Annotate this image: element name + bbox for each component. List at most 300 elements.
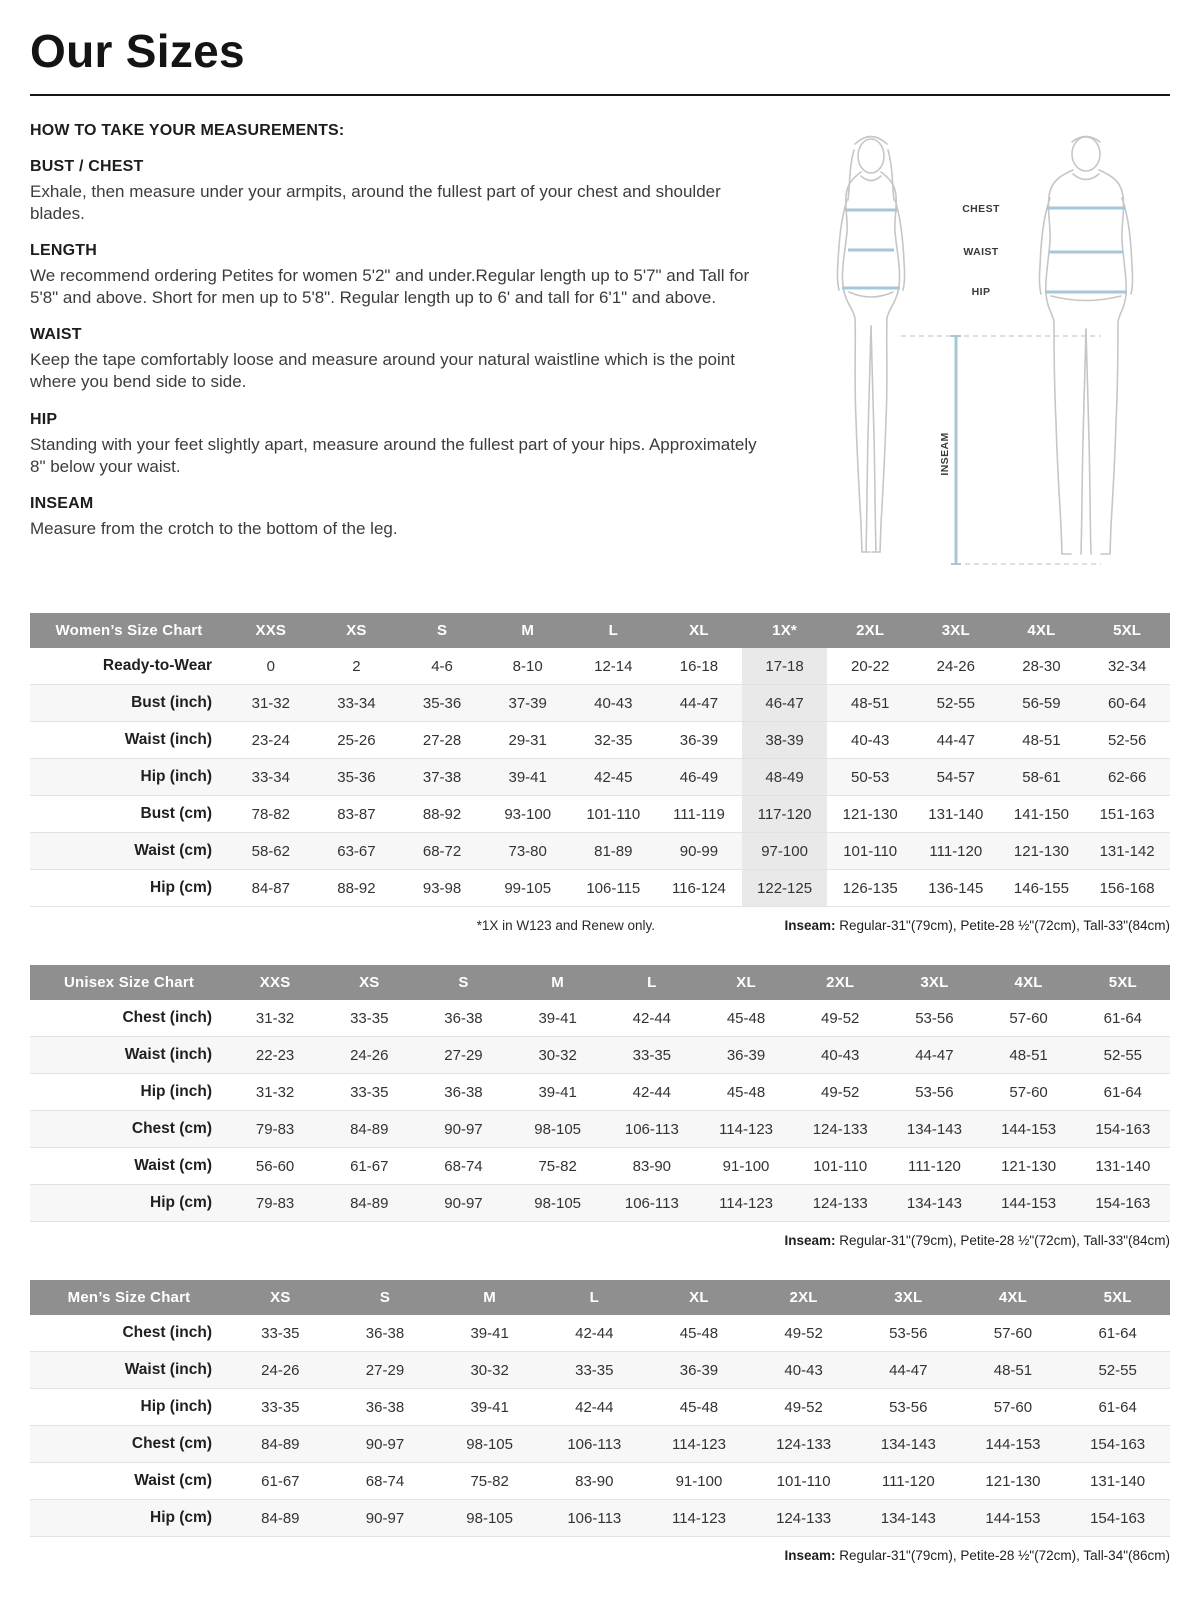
womens-size-chart — [30, 613, 1170, 935]
table-row — [30, 796, 1170, 833]
row-label: Bust (inch) — [131, 694, 212, 711]
size-cell: 131-140 — [1095, 1157, 1151, 1175]
size-cell: 144-153 — [985, 1435, 1041, 1453]
table-row — [30, 1426, 1170, 1463]
size-cell: 50-53 — [851, 768, 890, 786]
size-cell: 49-52 — [821, 1083, 860, 1101]
size-cell: 63-67 — [337, 842, 376, 860]
size-cell: 79-83 — [255, 1120, 295, 1138]
row-label: Hip (inch) — [140, 1398, 212, 1415]
column-header: L — [571, 613, 657, 648]
size-cell: 40-43 — [821, 1046, 860, 1064]
section-length — [30, 242, 765, 309]
size-cell: 27-29 — [365, 1361, 405, 1379]
size-cell: 46-47 — [742, 685, 828, 722]
row-label: Bust (cm) — [140, 805, 212, 822]
row-label: Hip (cm) — [150, 879, 212, 896]
column-header: XL — [647, 1280, 752, 1315]
size-cell: 61-64 — [1098, 1324, 1137, 1342]
table-row — [30, 648, 1170, 685]
size-cell: 28-30 — [1022, 657, 1061, 675]
size-cell: 84-89 — [350, 1194, 389, 1212]
mens-size-chart — [30, 1280, 1170, 1565]
column-header: XXS — [228, 965, 322, 1000]
size-cell: 37-38 — [422, 768, 462, 786]
size-cell: 40-43 — [784, 1361, 823, 1379]
section-title: HIP — [30, 410, 58, 428]
size-cell: 48-51 — [993, 1361, 1033, 1379]
table-row — [30, 1389, 1170, 1426]
column-header: 5XL — [1065, 1280, 1170, 1315]
size-cell: 30-32 — [470, 1361, 509, 1379]
size-cell: 111-119 — [673, 805, 725, 823]
size-cell: 31-32 — [251, 694, 290, 712]
size-cell: 154-163 — [1090, 1435, 1146, 1453]
size-cell: 121-130 — [985, 1472, 1041, 1490]
size-cell: 44-47 — [889, 1361, 928, 1379]
size-cell: 30-32 — [538, 1046, 577, 1064]
title-divider — [30, 94, 1170, 96]
size-cell: 48-51 — [1009, 1046, 1048, 1064]
size-cell: 53-56 — [889, 1324, 928, 1342]
size-cell: 52-55 — [936, 694, 975, 712]
unisex-size-chart-table — [30, 965, 1170, 1222]
size-cell: 121-130 — [1001, 1157, 1057, 1175]
column-header: S — [416, 965, 510, 1000]
section-title: BUST / CHEST — [30, 158, 144, 175]
table-row — [30, 685, 1170, 722]
size-cell: 33-34 — [337, 694, 376, 712]
size-cell: 2 — [352, 657, 361, 675]
size-cell: 33-35 — [350, 1083, 389, 1101]
measurement-diagram — [792, 122, 1170, 599]
size-cell: 61-67 — [350, 1157, 389, 1175]
size-cell: 154-163 — [1095, 1194, 1151, 1212]
size-cell: 98-105 — [466, 1435, 513, 1453]
size-cell: 84-89 — [350, 1120, 389, 1138]
size-cell: 44-47 — [679, 694, 719, 712]
size-cell: 75-82 — [470, 1472, 509, 1490]
row-label: Hip (cm) — [150, 1194, 212, 1211]
size-cell: 111-120 — [907, 1157, 961, 1175]
column-header: 2XL — [793, 965, 887, 1000]
header-row — [30, 1280, 1170, 1315]
row-label: Hip (cm) — [150, 1509, 212, 1526]
size-cell: 98-105 — [466, 1509, 513, 1527]
size-cell: 124-133 — [812, 1120, 868, 1138]
size-cell: 124-133 — [776, 1509, 832, 1527]
section-title: WAIST — [30, 326, 82, 344]
size-cell: 58-61 — [1022, 768, 1061, 786]
size-cell: 111-120 — [881, 1472, 935, 1490]
size-cell: 53-56 — [889, 1398, 928, 1416]
size-cell: 144-153 — [985, 1509, 1041, 1527]
size-cell: 97-100 — [742, 833, 828, 870]
column-header: XS — [228, 1280, 333, 1315]
size-cell: 39-41 — [470, 1398, 509, 1416]
table-row — [30, 870, 1170, 907]
size-cell: 36-39 — [679, 1361, 719, 1379]
size-cell: 156-168 — [1099, 879, 1155, 897]
size-cell: 29-31 — [508, 731, 547, 749]
size-cell: 88-92 — [337, 879, 376, 897]
size-cell: 40-43 — [594, 694, 633, 712]
size-cell: 101-110 — [813, 1157, 868, 1175]
row-label: Waist (cm) — [134, 1157, 212, 1174]
size-cell: 42-44 — [632, 1009, 672, 1027]
row-label: Hip (inch) — [140, 768, 212, 785]
table-row — [30, 1315, 1170, 1352]
size-cell: 39-41 — [538, 1083, 577, 1101]
size-cell: 39-41 — [470, 1324, 509, 1342]
header-row — [30, 613, 1170, 648]
size-cell: 33-35 — [350, 1009, 389, 1027]
size-cell: 4-6 — [431, 657, 453, 675]
column-header: S — [399, 613, 485, 648]
row-label: Chest (cm) — [131, 1435, 212, 1452]
size-cell: 146-155 — [1013, 879, 1069, 897]
column-header: 2XL — [827, 613, 913, 648]
size-cell: 83-87 — [337, 805, 376, 823]
size-cell: 154-163 — [1090, 1509, 1146, 1527]
size-cell: 101-110 — [586, 805, 641, 823]
size-cell: 114-123 — [719, 1120, 773, 1138]
size-cell: 78-82 — [251, 805, 290, 823]
size-cell: 36-39 — [679, 731, 719, 749]
size-cell: 88-92 — [422, 805, 462, 823]
section-title: INSEAM — [30, 494, 94, 512]
size-cell: 144-153 — [1001, 1194, 1057, 1212]
size-cell: 33-35 — [261, 1324, 300, 1342]
table-title: Women’s Size Chart — [30, 613, 228, 648]
column-header: L — [542, 1280, 647, 1315]
size-cell: 42-44 — [575, 1398, 614, 1416]
column-header: XS — [322, 965, 416, 1000]
size-cell: 93-100 — [504, 805, 552, 823]
size-cell: 27-29 — [444, 1046, 483, 1064]
size-cell: 57-60 — [993, 1398, 1033, 1416]
size-cell: 144-153 — [1001, 1120, 1057, 1138]
column-header: 4XL — [982, 965, 1076, 1000]
row-label: Chest (inch) — [122, 1324, 212, 1341]
size-cell: 36-38 — [365, 1398, 405, 1416]
section-body: Keep the tape comfortably loose and measure around your natural waistline which is the point where you bend side to side. — [30, 350, 735, 392]
size-cell: 45-48 — [679, 1324, 719, 1342]
size-cell: 91-100 — [722, 1157, 770, 1175]
size-cell: 37-39 — [508, 694, 547, 712]
unisex-size-chart — [30, 965, 1170, 1250]
size-cell: 90-97 — [444, 1120, 483, 1138]
size-cell: 81-89 — [594, 842, 633, 860]
size-cell: 45-48 — [726, 1009, 766, 1027]
footnote-inseam: Inseam: Regular-31"(79cm), Petite-28 ½"(72cm), Tall-33"(84cm) — [784, 918, 1170, 933]
column-header: XS — [314, 613, 400, 648]
mens-size-chart-table — [30, 1280, 1170, 1537]
size-cell: 35-36 — [337, 768, 376, 786]
row-label: Waist (inch) — [124, 1361, 212, 1378]
table-row — [30, 833, 1170, 870]
size-cell: 38-39 — [742, 722, 828, 759]
section-inseam — [30, 495, 765, 540]
size-cell: 84-89 — [261, 1509, 300, 1527]
column-header: 4XL — [999, 613, 1085, 648]
size-cell: 131-140 — [1090, 1472, 1146, 1490]
size-cell: 12-14 — [594, 657, 633, 675]
size-cell: 61-67 — [261, 1472, 300, 1490]
size-cell: 16-18 — [679, 657, 719, 675]
size-cell: 24-26 — [261, 1361, 300, 1379]
footnotes — [30, 1548, 1170, 1565]
size-cell: 136-145 — [928, 879, 984, 897]
size-cell: 48-51 — [1022, 731, 1061, 749]
size-cell: 32-35 — [594, 731, 633, 749]
measurement-guide — [30, 122, 1170, 599]
size-cell: 111-120 — [929, 842, 983, 860]
size-charts — [30, 613, 1170, 1565]
row-label: Waist (inch) — [124, 731, 212, 748]
section-waist — [30, 326, 765, 393]
size-cell: 60-64 — [1107, 694, 1147, 712]
size-cell: 49-52 — [784, 1324, 823, 1342]
size-cell: 39-41 — [508, 768, 547, 786]
inseam-label: INSEAM — [939, 432, 951, 476]
column-header: 3XL — [887, 965, 981, 1000]
measurement-instructions — [30, 122, 765, 599]
hip-label: HIP — [971, 286, 991, 298]
size-cell: 121-130 — [842, 805, 898, 823]
size-cell: 61-64 — [1103, 1009, 1143, 1027]
footnotes — [30, 918, 1170, 935]
size-cell: 22-23 — [255, 1046, 295, 1064]
table-row — [30, 1352, 1170, 1389]
table-row — [30, 1148, 1170, 1185]
waist-label: WAIST — [963, 246, 999, 258]
size-cell: 73-80 — [508, 842, 547, 860]
table-row — [30, 759, 1170, 796]
table-row — [30, 1000, 1170, 1037]
size-cell: 36-39 — [726, 1046, 766, 1064]
row-label: Hip (inch) — [140, 1083, 212, 1100]
table-row — [30, 1185, 1170, 1222]
chest-label: CHEST — [962, 203, 1000, 215]
size-cell: 106-115 — [586, 879, 641, 897]
section-body: Measure from the crotch to the bottom of the leg. — [30, 518, 398, 538]
size-cell: 83-90 — [632, 1157, 672, 1175]
size-cell: 93-98 — [422, 879, 462, 897]
column-header: 1X* — [742, 613, 828, 648]
size-cell: 49-52 — [821, 1009, 860, 1027]
size-cell: 106-113 — [624, 1194, 679, 1212]
column-header: M — [437, 1280, 542, 1315]
size-cell: 154-163 — [1095, 1120, 1151, 1138]
size-cell: 57-60 — [1009, 1083, 1048, 1101]
size-cell: 122-125 — [742, 870, 828, 907]
size-cell: 56-60 — [255, 1157, 295, 1175]
size-cell: 17-18 — [742, 648, 828, 685]
size-cell: 44-47 — [915, 1046, 954, 1064]
column-header: 5XL — [1084, 613, 1170, 648]
size-cell: 52-56 — [1107, 731, 1147, 749]
table-row — [30, 1111, 1170, 1148]
section-body: We recommend ordering Petites for women 5'2" and under.Regular length up to 5'7" and Tall for 5'8" and above. Short for men up to 5'8". Regular length up to 6' and tall for 6'1" and above. — [30, 266, 750, 308]
footnote-inseam: Inseam: Regular-31"(79cm), Petite-28 ½"(72cm), Tall-33"(84cm) — [784, 1233, 1170, 1248]
column-header: L — [605, 965, 699, 1000]
woman-figure — [837, 137, 904, 553]
size-cell: 101-110 — [776, 1472, 831, 1490]
size-cell: 24-26 — [936, 657, 975, 675]
size-cell: 48-49 — [742, 759, 828, 796]
size-cell: 58-62 — [251, 842, 290, 860]
size-cell: 84-87 — [251, 879, 290, 897]
row-label: Waist (cm) — [134, 842, 212, 859]
size-cell: 114-123 — [671, 1509, 726, 1527]
size-cell: 106-113 — [624, 1120, 679, 1138]
size-cell: 57-60 — [993, 1324, 1033, 1342]
page-title: Our Sizes — [30, 25, 245, 77]
size-cell: 126-135 — [842, 879, 898, 897]
size-cell: 20-22 — [851, 657, 890, 675]
size-cell: 131-142 — [1099, 842, 1155, 860]
column-header: M — [485, 613, 571, 648]
row-label: Chest (cm) — [131, 1120, 212, 1137]
size-cell: 68-74 — [365, 1472, 405, 1490]
table-row — [30, 722, 1170, 759]
column-header: 5XL — [1076, 965, 1170, 1000]
row-label: Waist (inch) — [124, 1046, 212, 1063]
size-cell: 106-113 — [567, 1435, 622, 1453]
size-cell: 25-26 — [337, 731, 376, 749]
size-cell: 35-36 — [422, 694, 462, 712]
size-cell: 57-60 — [1009, 1009, 1048, 1027]
body-figures-illustration — [792, 124, 1170, 594]
section-title: LENGTH — [30, 242, 97, 260]
size-cell: 53-56 — [915, 1009, 954, 1027]
size-cell: 36-38 — [444, 1083, 483, 1101]
size-cell: 45-48 — [726, 1083, 766, 1101]
size-cell: 62-66 — [1107, 768, 1147, 786]
size-cell: 134-143 — [880, 1435, 936, 1453]
column-header: XXS — [228, 613, 314, 648]
section-bust-chest — [30, 158, 765, 225]
column-header: XL — [699, 965, 793, 1000]
section-body: Standing with your feet slightly apart, measure around the fullest part of your hips. Approximately 8" below your waist. — [30, 434, 757, 476]
size-cell: 141-150 — [1013, 805, 1069, 823]
size-cell: 151-163 — [1099, 805, 1155, 823]
size-cell: 32-34 — [1107, 657, 1147, 675]
size-cell: 124-133 — [776, 1435, 832, 1453]
row-label: Waist (cm) — [134, 1472, 212, 1489]
size-cell: 68-74 — [444, 1157, 483, 1175]
size-cell: 49-52 — [784, 1398, 823, 1416]
size-cell: 52-55 — [1103, 1046, 1143, 1064]
section-body: Exhale, then measure under your armpits, around the fullest part of your chest and shoulder blades. — [30, 182, 721, 224]
size-cell: 99-105 — [504, 879, 552, 897]
size-cell: 117-120 — [742, 796, 828, 833]
size-cell: 68-72 — [422, 842, 462, 860]
size-cell: 116-124 — [671, 879, 726, 897]
size-cell: 31-32 — [255, 1009, 295, 1027]
size-cell: 33-35 — [632, 1046, 672, 1064]
size-cell: 134-143 — [906, 1194, 962, 1212]
size-cell: 0 — [266, 657, 275, 675]
column-header: 3XL — [856, 1280, 961, 1315]
size-cell: 33-34 — [251, 768, 290, 786]
size-cell: 36-38 — [365, 1324, 405, 1342]
size-cell: 114-123 — [671, 1435, 726, 1453]
row-label: Chest (inch) — [122, 1009, 212, 1026]
size-cell: 91-100 — [675, 1472, 723, 1490]
section-hip — [30, 411, 765, 478]
table-row — [30, 1463, 1170, 1500]
size-cell: 131-140 — [928, 805, 984, 823]
size-cell: 45-48 — [679, 1398, 719, 1416]
size-cell: 121-130 — [1013, 842, 1069, 860]
footnote-inseam: Inseam: Regular-31"(79cm), Petite-28 ½"(72cm), Tall-34"(86cm) — [784, 1548, 1170, 1563]
table-title: Men’s Size Chart — [30, 1280, 228, 1315]
size-cell: 44-47 — [936, 731, 975, 749]
footnotes — [30, 1233, 1170, 1250]
table-row — [30, 1074, 1170, 1111]
size-cell: 134-143 — [880, 1509, 936, 1527]
size-cell: 98-105 — [534, 1194, 582, 1212]
column-header: S — [333, 1280, 438, 1315]
column-header: XL — [656, 613, 742, 648]
size-cell: 33-35 — [261, 1398, 300, 1416]
size-cell: 90-97 — [365, 1435, 405, 1453]
column-header: 2XL — [751, 1280, 856, 1315]
size-cell: 42-44 — [632, 1083, 672, 1101]
size-cell: 48-51 — [851, 694, 890, 712]
column-header: 3XL — [913, 613, 999, 648]
size-cell: 24-26 — [350, 1046, 389, 1064]
size-cell: 56-59 — [1022, 694, 1061, 712]
size-cell: 98-105 — [534, 1120, 582, 1138]
size-cell: 106-113 — [567, 1509, 622, 1527]
size-cell: 42-44 — [575, 1324, 614, 1342]
size-cell: 46-49 — [679, 768, 719, 786]
instructions-heading: HOW TO TAKE YOUR MEASUREMENTS: — [30, 122, 345, 139]
size-cell: 23-24 — [251, 731, 290, 749]
size-cell: 84-89 — [261, 1435, 300, 1453]
size-cell: 54-57 — [936, 768, 975, 786]
man-figure — [1039, 137, 1132, 555]
size-cell: 42-45 — [594, 768, 633, 786]
size-cell: 52-55 — [1098, 1361, 1137, 1379]
table-row — [30, 1037, 1170, 1074]
size-cell: 83-90 — [575, 1472, 614, 1490]
size-cell: 90-99 — [679, 842, 719, 860]
size-cell: 79-83 — [255, 1194, 295, 1212]
column-header: M — [511, 965, 605, 1000]
size-cell: 61-64 — [1098, 1398, 1137, 1416]
size-cell: 90-97 — [365, 1509, 405, 1527]
table-row — [30, 1500, 1170, 1537]
size-cell: 33-35 — [575, 1361, 614, 1379]
row-label: Ready-to-Wear — [102, 657, 212, 674]
size-cell: 8-10 — [512, 657, 543, 675]
size-cell: 101-110 — [843, 842, 898, 860]
size-cell: 36-38 — [444, 1009, 483, 1027]
size-cell: 39-41 — [538, 1009, 577, 1027]
size-cell: 90-97 — [444, 1194, 483, 1212]
size-cell: 134-143 — [906, 1120, 962, 1138]
size-cell: 53-56 — [915, 1083, 954, 1101]
column-header: 4XL — [961, 1280, 1066, 1315]
size-cell: 61-64 — [1103, 1083, 1143, 1101]
size-cell: 75-82 — [538, 1157, 577, 1175]
womens-size-chart-table — [30, 613, 1170, 907]
size-cell: 124-133 — [812, 1194, 868, 1212]
